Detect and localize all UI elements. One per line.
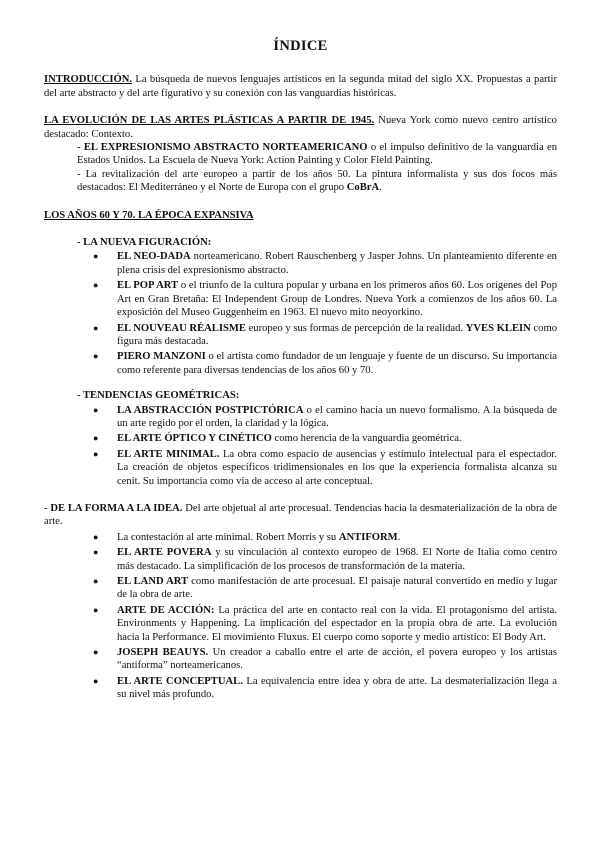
evolucion-item-2-bold: CoBrA: [346, 182, 380, 194]
page-title: ÍNDICE: [273, 38, 328, 54]
evolucion-item-1-bold: - EL EXPRESIONISMO ABSTRACTO NORTEAMERICANO: [77, 142, 368, 154]
bullet-icon: ●: [93, 647, 99, 658]
bullet-icon: ●: [93, 404, 99, 415]
list-item-text: norteamericano. Robert Rauschenberg y Jasper Johns. Un planteamiento diferente en plena crisis del expresionismo abstracto.: [117, 251, 557, 276]
list-item-text: como manifestación de arte procesual. El paisaje natural convertido en medio y lugar de la obra de arte.: [117, 576, 557, 601]
list-item-bold: YVES KLEIN: [465, 322, 531, 334]
list-item: [44, 575, 557, 602]
evolucion-item-2: [44, 168, 557, 195]
bullet-icon: ●: [93, 531, 99, 542]
list-item: [44, 322, 557, 349]
idea-paragraph: [44, 502, 557, 529]
list-item: [44, 546, 557, 573]
list-item-bold: EL ARTE POVERA: [117, 547, 212, 559]
list-item-text: La práctica del arte en contacto real con la vida. El protagonismo del artista. Environments y Happening. La implicación del espectador en la propia obra de arte. La evolución hacia la Performance. El movimiento Fluxus. El cuerpo como soporte y medio artístico: El Body Art.: [117, 604, 558, 643]
bullet-icon: ●: [93, 280, 99, 291]
list-item-text: .: [397, 531, 401, 543]
list-item-bold: EL LAND ART: [117, 576, 189, 587]
list-item: [44, 448, 557, 488]
anos-section: [44, 209, 557, 702]
list-item: [44, 675, 557, 702]
list-item: [44, 531, 557, 544]
list-item-text: La contestación al arte minimal. Robert Morris y su: [117, 531, 339, 543]
evolucion-section: [44, 114, 557, 194]
list-item: [44, 350, 557, 377]
intro-text: La búsqueda de nuevos lenguajes artísticos en la segunda mitad del siglo XX. Propuestas a partir del arte abstracto y del arte figurativo y su conexión con las vanguardias históricas.: [44, 74, 557, 99]
list-item-text: o el camino hacia un nuevo formalismo. A la búsqueda de un arte regido por el orden, la claridad y la lógica.: [117, 404, 557, 429]
list-item-bold: ARTE DE ACCIÓN:: [117, 604, 215, 616]
intro-paragraph: [44, 73, 557, 100]
list-item: [44, 432, 557, 445]
idea-heading: - DE LA FORMA A LA IDEA.: [44, 502, 183, 514]
list-item-bold: EL ARTE CONCEPTUAL.: [117, 675, 243, 687]
bullet-icon: ●: [93, 576, 99, 586]
list-item: [44, 646, 557, 673]
bullet-icon: ●: [93, 448, 99, 459]
bullet-icon: ●: [93, 675, 99, 686]
bullet-icon: ●: [93, 547, 99, 558]
list-item: [44, 604, 557, 644]
intro-heading: INTRODUCCIÓN.: [44, 74, 132, 86]
bullet-icon: ●: [93, 433, 99, 444]
bullet-icon: ●: [93, 604, 99, 615]
evolucion-text: Nueva York como nuevo centro artístico destacado: Contexto.: [44, 115, 557, 140]
list-item-bold: EL POP ART: [117, 280, 179, 292]
document-page: [44, 40, 557, 704]
list-item-text: y su vinculación al contexto europeo de 1968. El Norte de Italia como centro más destacado. La simplificación de los procesos de transformación de la materia.: [117, 547, 557, 572]
list-item-bold: EL NOUVEAU RÉALISME: [117, 322, 246, 334]
evolucion-item-2-end: .: [379, 182, 382, 194]
bullet-icon: ●: [93, 251, 99, 262]
list-item-text: europeo y sus formas de percepción de la realidad.: [245, 322, 466, 334]
evolucion-heading: LA EVOLUCIÓN DE LAS ARTES PLÁSTICAS A PARTIR DE 1945.: [44, 115, 375, 127]
list-item-bold: ANTIFORM: [338, 531, 398, 543]
list-item: [44, 250, 557, 277]
evolucion-item-1: [44, 141, 557, 168]
bullet-icon: ●: [93, 351, 99, 362]
idea-list: [44, 531, 557, 702]
list-item-text: Un creador a caballo entre el arte de acción, el povera europeo y los artistas “antiforma” norteamericanos.: [117, 647, 557, 672]
figuracion-list: [44, 250, 557, 377]
list-item-text: La equivalencia entre idea y obra de arte. La desmaterialización llega a su nivel más profundo.: [117, 675, 557, 701]
list-item-text: La obra como espacio de ausencias y estímulo intelectual para el espectador. La creación de objetos específicos tridimensionales en los que la experiencia formalista alcanza su cenit. Su importancia como vía de acceso al arte conceptual.: [117, 448, 558, 487]
evolucion-paragraph: [44, 114, 557, 141]
geometricas-heading: - TENDENCIAS GEOMÉTRICAS:: [77, 390, 240, 402]
anos-heading: LOS AÑOS 60 Y 70. LA ÉPOCA EXPANSIVA: [44, 209, 254, 221]
figuracion-heading: - LA NUEVA FIGURACIÓN:: [77, 237, 212, 249]
evolucion-item-2-text: - La revitalización del arte europeo a partir de los años 50. La pintura informalista y sus dos focos más destacados: El Mediterráneo y el Norte de Europa con el grupo: [77, 168, 557, 194]
evolucion-item-1-text: o el impulso definitivo de la vanguardia en Estados Unidos. La Escuela de Nueva York: Action Painting y Color Field Painting.: [77, 142, 557, 167]
list-item-text: o el triunfo de la cultura popular y urbana en los primeros años 60. Los orígenes del Pop Art en Gran Bretaña: El Independent Group de Londres. Nueva York a comienzos de los años 60. La exposición del Museo Guggenheim en 1963. El nuevo mito neoyorkino.: [117, 280, 557, 319]
list-item-bold: EL ARTE ÓPTICO Y CINÉTICO: [117, 433, 272, 445]
list-item: [44, 404, 557, 431]
list-item: [44, 279, 557, 319]
list-item-bold: EL ARTE MINIMAL.: [117, 448, 220, 460]
idea-heading-text: Del arte objetual al arte procesual. Tendencias hacia la desmaterialización de la obra de arte.: [44, 502, 557, 528]
list-item-text: o el artista como fundador de un lenguaje y fuente de un discurso. Su importancia como referente para diversas tendencias de los años 60 y 70.: [117, 351, 558, 376]
list-item-bold: EL NEO-DADA: [117, 251, 191, 263]
list-item-text: como herencia de la vanguardia geométrica.: [271, 433, 462, 445]
bullet-icon: ●: [93, 322, 99, 333]
list-item-bold: PIERO MANZONI: [117, 351, 206, 363]
geometricas-list: [44, 404, 557, 488]
list-item-text: como figura más destacada.: [117, 322, 558, 347]
list-item-bold: LA ABSTRACCIÓN POSTPICTÓRICA: [117, 404, 304, 416]
list-item-bold: JOSEPH BEAUYS.: [117, 647, 209, 659]
